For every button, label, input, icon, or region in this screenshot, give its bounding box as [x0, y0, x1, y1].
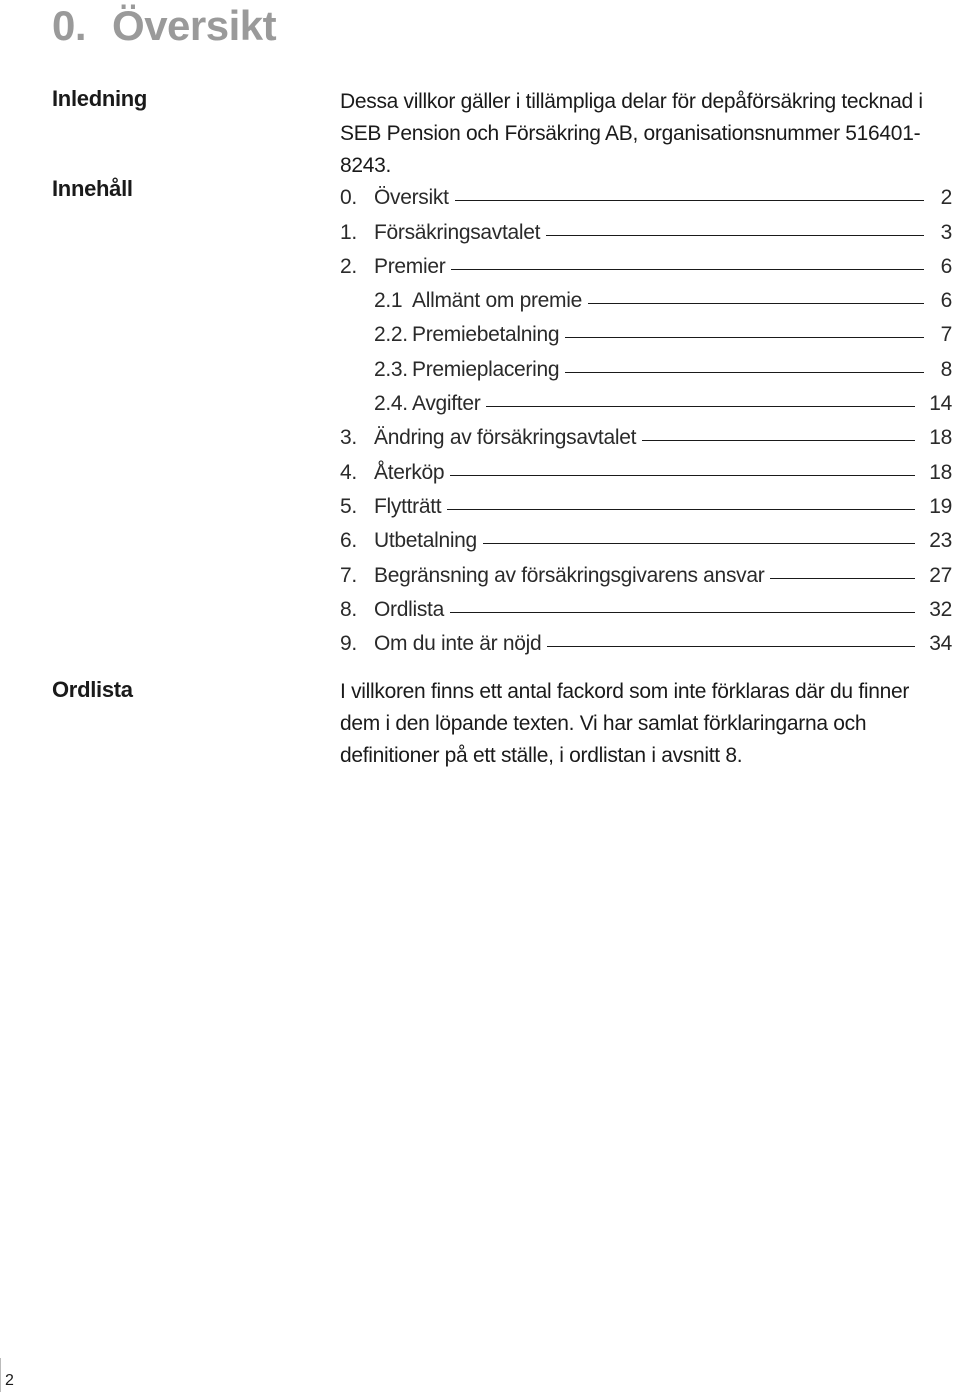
- toc-item-number: 7.: [340, 563, 357, 587]
- ordlista-line: dem i den löpande texten. Vi har samlat förklaringarna och: [340, 712, 867, 735]
- toc-item-page: 6: [940, 289, 952, 313]
- toc-leader-line: [642, 439, 915, 441]
- toc-item-page: 3: [940, 220, 952, 244]
- toc-item-page: 2: [940, 186, 952, 210]
- toc-item-page: 19: [929, 494, 952, 518]
- toc-item-page: 34: [929, 632, 952, 656]
- toc-item-aterkop[interactable]: [340, 450, 952, 484]
- toc-item-label: Allmänt om premie: [412, 289, 582, 313]
- toc-item-number: 1.: [340, 220, 357, 244]
- toc-item-label: Premiebetalning: [412, 323, 560, 347]
- toc-leader-line: [486, 405, 915, 407]
- toc-leader-line: [588, 302, 924, 304]
- section-label-inledning: Inledning: [52, 86, 148, 111]
- toc-item-number: 2.: [340, 254, 357, 278]
- toc-item-page: 23: [929, 529, 952, 553]
- toc-item-premiebetalning[interactable]: [340, 313, 952, 347]
- ordlista-line: I villkoren finns ett antal fackord som inte förklaras där du finner: [340, 680, 910, 703]
- toc-item-number: 3.: [340, 426, 357, 450]
- table-of-contents: [340, 176, 952, 656]
- toc-item-number: 2.4.: [374, 392, 408, 416]
- toc-item-oversikt[interactable]: [340, 176, 952, 210]
- page-title-text: Översikt: [112, 2, 277, 49]
- toc-item-label: Översikt: [374, 186, 449, 210]
- margin-rule: [0, 1358, 1, 1392]
- toc-item-andring[interactable]: [340, 416, 952, 450]
- toc-leader-line: [450, 474, 915, 476]
- toc-leader-line: [483, 542, 915, 544]
- toc-item-label: Ordlista: [374, 597, 444, 621]
- toc-item-page: 27: [929, 563, 952, 587]
- toc-item-number: 8.: [340, 597, 357, 621]
- inledning-line: SEB Pension och Försäkring AB, organisationsnummer 516401-8243.: [340, 122, 921, 177]
- toc-item-number: 2.1: [374, 289, 403, 313]
- toc-item-label: Begränsning av försäkringsgivarens ansvar: [374, 563, 765, 587]
- toc-item-page: 32: [929, 597, 952, 621]
- toc-item-label: Flytträtt: [374, 494, 442, 518]
- toc-leader-line: [565, 371, 924, 373]
- toc-leader-line: [565, 336, 924, 338]
- toc-leader-line: [546, 234, 924, 236]
- toc-item-page: 6: [940, 254, 952, 278]
- toc-item-om-du-inte-ar-nojd[interactable]: [340, 622, 952, 656]
- toc-item-page: 18: [929, 460, 952, 484]
- toc-leader-line: [450, 611, 915, 613]
- toc-item-number: 0.: [340, 186, 357, 210]
- toc-item-label: Försäkringsavtalet: [374, 220, 541, 244]
- page-title-number: 0.: [52, 2, 87, 49]
- inledning-line: Dessa villkor gäller i tillämpliga delar för depåförsäkring tecknad i: [340, 90, 923, 113]
- toc-item-label: Återköp: [374, 460, 445, 484]
- toc-item-label: Ändring av försäkringsavtalet: [374, 426, 637, 450]
- page-title: [52, 2, 276, 50]
- toc-item-premieplacering[interactable]: [340, 347, 952, 381]
- toc-item-page: 18: [929, 426, 952, 450]
- toc-item-avgifter[interactable]: [340, 382, 952, 416]
- toc-item-number: 4.: [340, 460, 357, 484]
- toc-item-ordlista[interactable]: [340, 588, 952, 622]
- toc-item-number: 5.: [340, 494, 357, 518]
- ordlista-line: definitioner på ett ställe, i ordlistan i avsnitt 8.: [340, 744, 743, 767]
- toc-item-forsakringsavtalet[interactable]: [340, 210, 952, 244]
- toc-item-label: Om du inte är nöjd: [374, 632, 542, 656]
- toc-item-label: Avgifter: [412, 392, 481, 416]
- toc-item-number: 2.2.: [374, 323, 408, 347]
- toc-leader-line: [447, 508, 915, 510]
- section-label-innehall: Innehåll: [52, 176, 133, 201]
- toc-leader-line: [455, 199, 924, 201]
- section-label-ordlista: Ordlista: [52, 677, 133, 702]
- toc-leader-line: [451, 268, 924, 270]
- toc-item-label: Premieplacering: [412, 357, 560, 381]
- toc-item-number: 6.: [340, 529, 357, 553]
- inledning-paragraph: [340, 86, 940, 182]
- ordlista-paragraph: [340, 676, 940, 772]
- toc-leader-line: [770, 577, 915, 579]
- toc-item-premier[interactable]: [340, 245, 952, 279]
- page-number: 2: [5, 1372, 14, 1389]
- toc-item-number: 9.: [340, 632, 357, 656]
- toc-item-allmant-om-premie[interactable]: [340, 279, 952, 313]
- toc-item-begransning[interactable]: [340, 553, 952, 587]
- toc-item-page: 8: [940, 357, 952, 381]
- toc-item-utbetalning[interactable]: [340, 519, 952, 553]
- toc-item-page: 14: [929, 392, 952, 416]
- toc-item-flyttratt[interactable]: [340, 485, 952, 519]
- toc-item-page: 7: [940, 323, 952, 347]
- toc-item-label: Utbetalning: [374, 529, 477, 553]
- toc-leader-line: [547, 645, 915, 647]
- toc-item-number: 2.3.: [374, 357, 408, 381]
- toc-item-label: Premier: [374, 254, 446, 278]
